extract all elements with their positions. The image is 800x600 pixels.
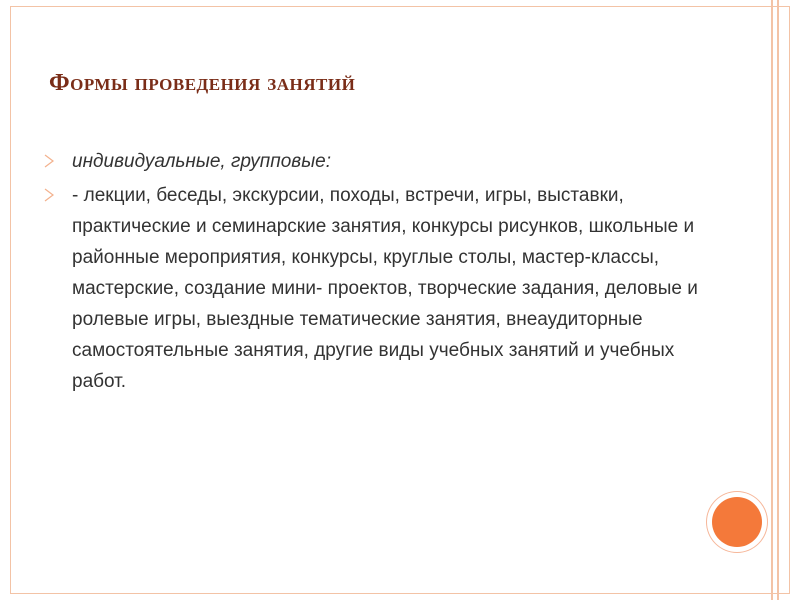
list-item-text: - лекции, беседы, экскурсии, походы, встречи, игры, выставки, практические и семинарские занятия, конкурсы рисунков, школьные и районные мероприятия, конкурсы, круглые столы, мастер-классы, мастерские, создание мини- проектов, творческие задания, деловые и ролевые игры, выездные тематические занятия, внеаудиторные самостоятельные занятия, другие виды учебных занятий и учебных работ.: [72, 185, 698, 392]
slide-title: Формы проведения занятий: [49, 70, 356, 96]
list-item: [40, 180, 700, 397]
frame-right-rule-outer: [777, 0, 779, 600]
orange-circle-decoration: [712, 497, 762, 547]
list-item-text: индивидуальные, групповые:: [72, 151, 332, 172]
list-item: [40, 146, 700, 177]
bullet-list: [40, 146, 700, 397]
open-diamond-bullet-icon: [44, 154, 54, 168]
open-diamond-bullet-icon: [44, 188, 54, 202]
frame-right-rule: [771, 0, 773, 600]
